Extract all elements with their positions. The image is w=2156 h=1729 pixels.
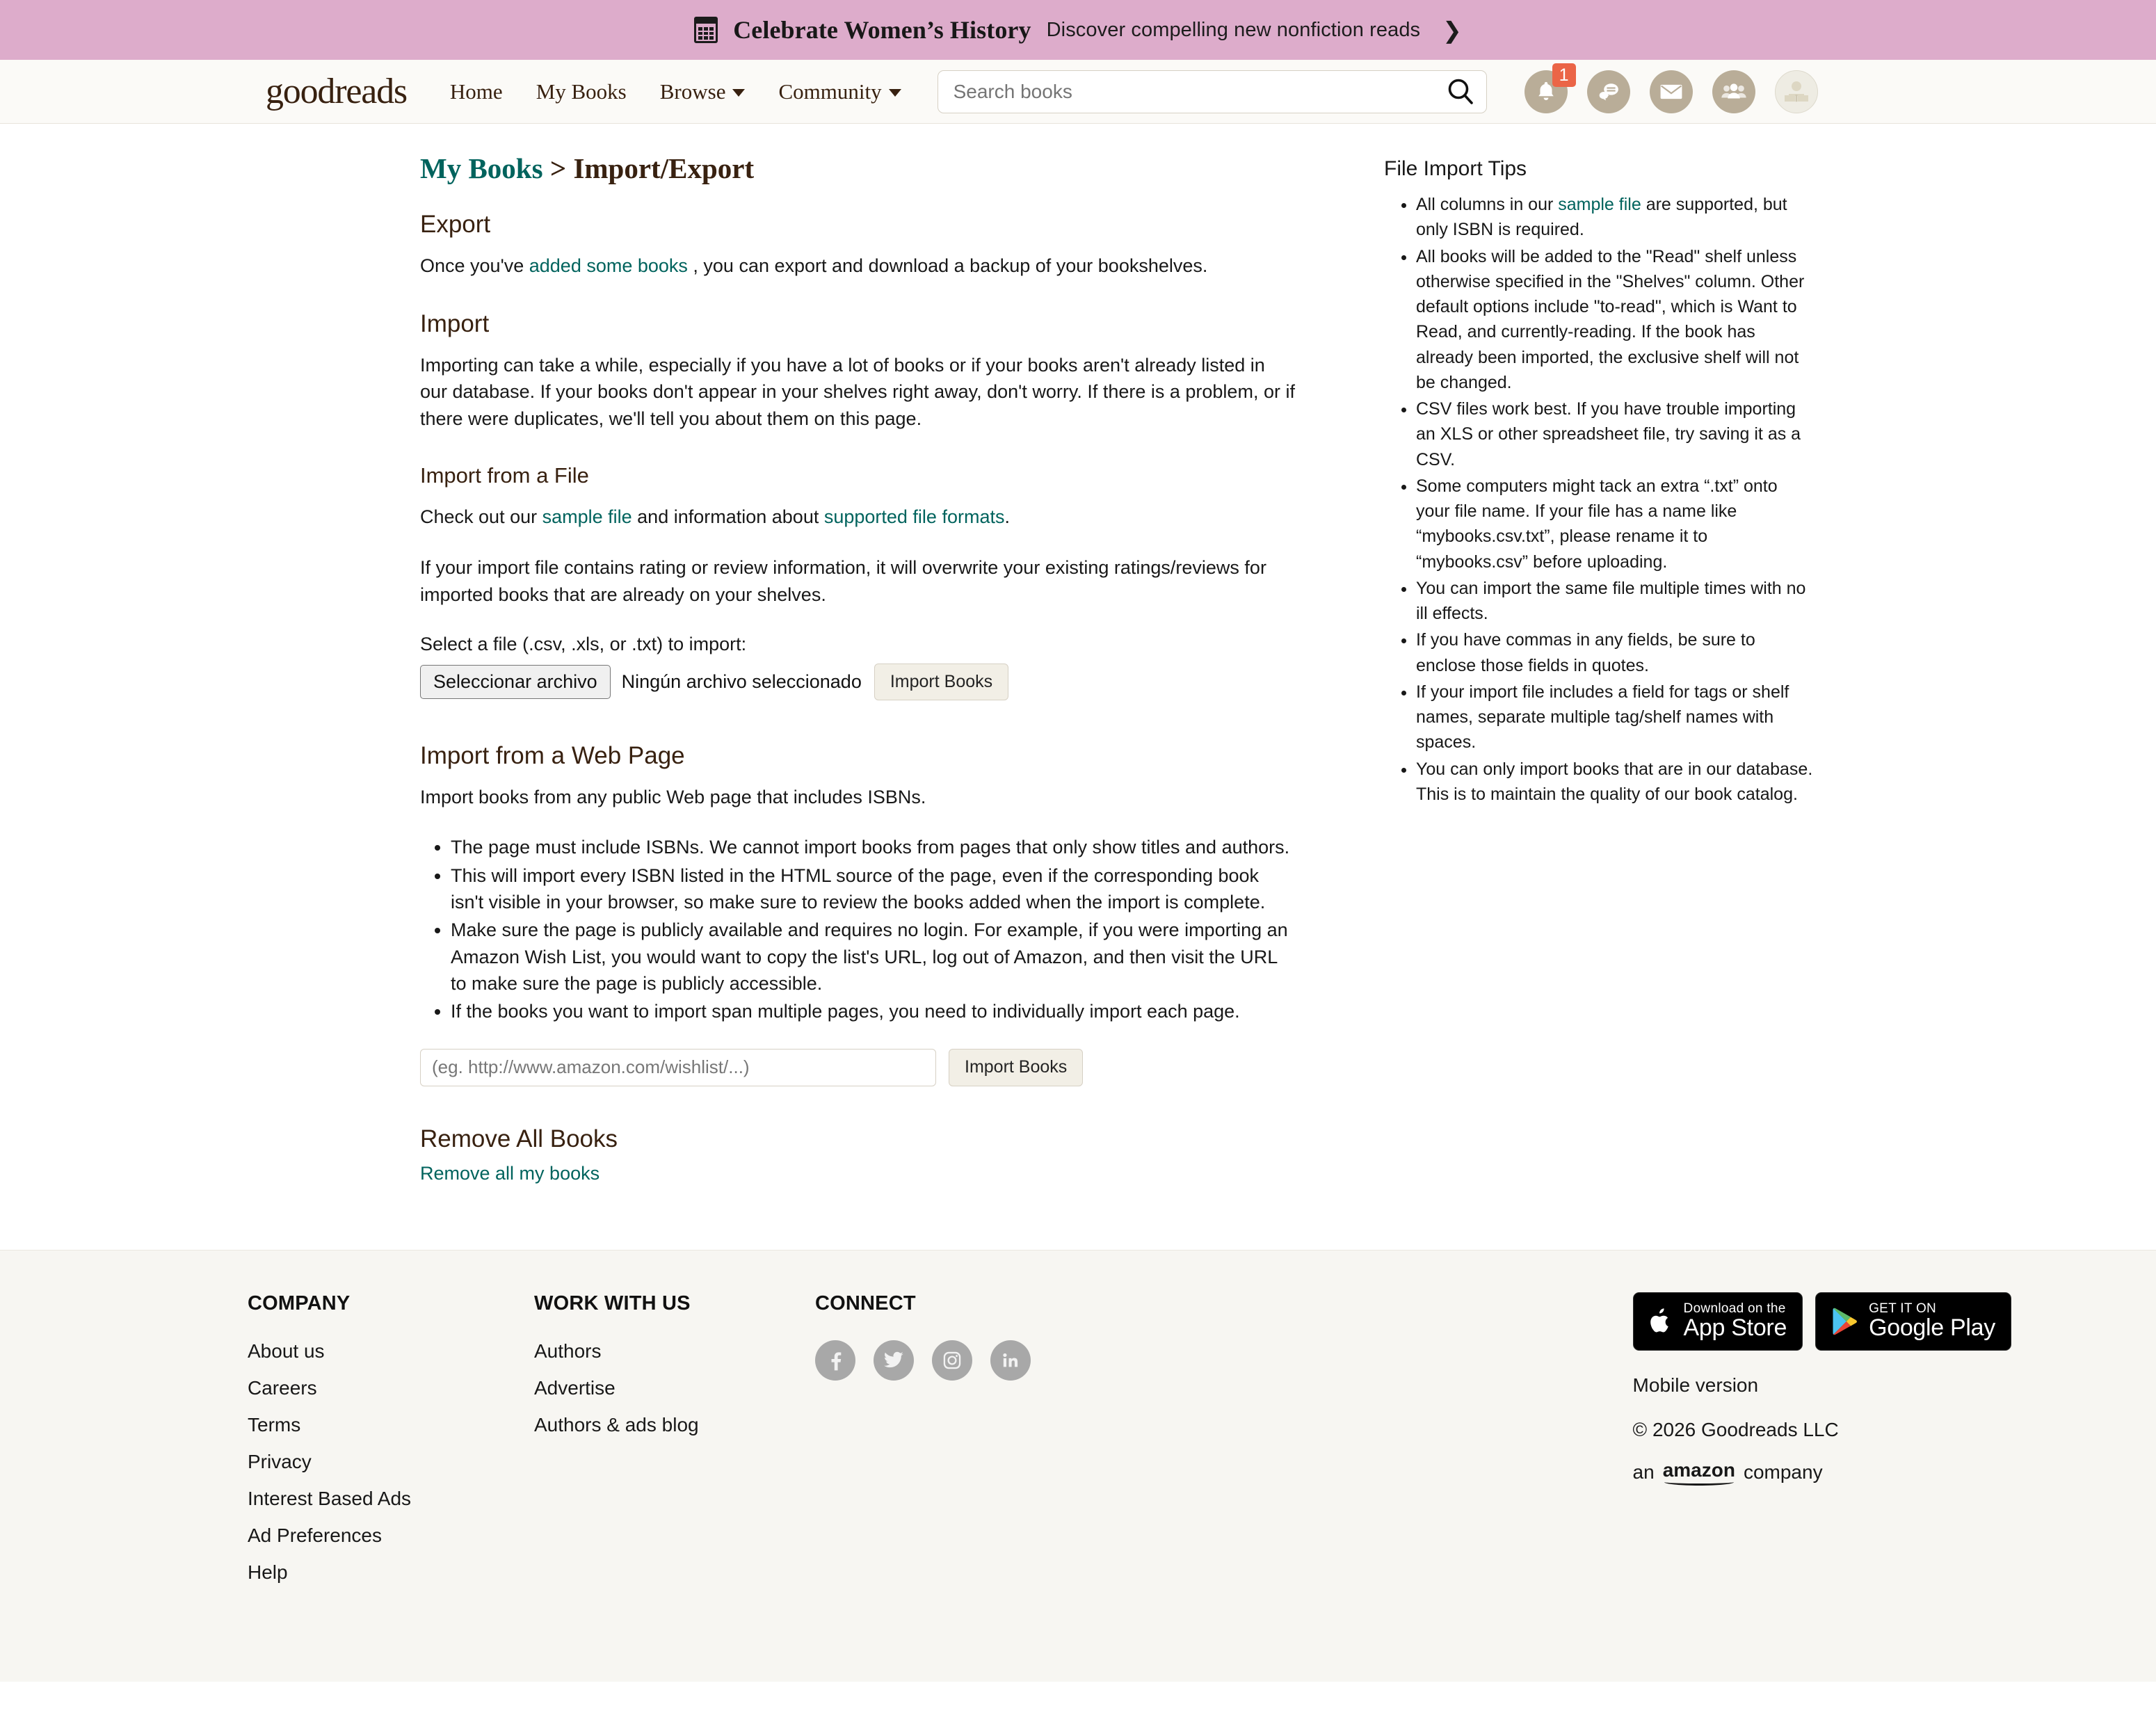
calendar-icon bbox=[694, 17, 718, 43]
footer-link-interest-based-ads[interactable]: Interest Based Ads bbox=[248, 1487, 412, 1509]
file-import-tips-sidebar bbox=[1384, 152, 1815, 808]
search-button[interactable] bbox=[1445, 77, 1476, 107]
footer-company-column bbox=[248, 1292, 534, 1598]
facebook-icon[interactable] bbox=[815, 1340, 855, 1381]
copyright-text: © 2026 Goodreads LLC bbox=[1632, 1418, 1839, 1440]
footer-work-with-us-column bbox=[534, 1292, 815, 1451]
amazon-wordmark bbox=[1663, 1459, 1735, 1486]
chevron-right-icon[interactable]: ❯ bbox=[1442, 17, 1462, 43]
nav-label: My Books bbox=[536, 79, 627, 104]
footer-link-authors[interactable]: Authors bbox=[534, 1340, 602, 1362]
choose-file-button[interactable]: Seleccionar archivo bbox=[420, 665, 611, 699]
list-item: • Some computers might tack an extra “.txt” onto your file name. If your file has a name like “mybooks.csv.txt”, please rename it to “mybooks.csv” before uploading. bbox=[1416, 474, 1815, 574]
google-play-line1: GET IT ON bbox=[1869, 1301, 1937, 1316]
import-from-file-heading: Import from a File bbox=[420, 463, 589, 488]
amazon-smile-icon bbox=[1664, 1479, 1734, 1486]
amazon-word-text: amazon bbox=[1662, 1458, 1735, 1481]
list-item: • If your import file includes a field for tags or shelf names, separate multiple tag/shelf names with spaces. bbox=[1416, 679, 1815, 755]
list-item: • You can only import books that are in our database. This is to maintain the quality of our book catalog. bbox=[1416, 757, 1815, 807]
import-books-file-button[interactable]: Import Books bbox=[874, 664, 1008, 700]
breadcrumb-separator: > bbox=[549, 152, 567, 184]
notifications-icon[interactable] bbox=[1525, 65, 1569, 113]
footer-link-terms[interactable]: Terms bbox=[248, 1413, 301, 1436]
footer-right-column bbox=[1633, 1292, 2114, 1486]
remove-all-books-heading: Remove All Books bbox=[420, 1125, 618, 1152]
supported-file-formats-link[interactable]: supported file formats bbox=[823, 506, 1005, 528]
check-mid-text: and information about bbox=[631, 506, 824, 528]
list-item bbox=[1416, 192, 1815, 243]
check-before-text: Check out our bbox=[420, 506, 542, 528]
nav-label: Community bbox=[778, 79, 882, 104]
import-heading: Import bbox=[420, 309, 490, 337]
file-input-row bbox=[420, 664, 1296, 700]
page-body bbox=[0, 124, 2156, 1226]
footer-connect-title: CONNECT bbox=[815, 1292, 916, 1314]
mobile-version-link[interactable]: Mobile version bbox=[1632, 1374, 1759, 1396]
footer-link-advertise[interactable]: Advertise bbox=[534, 1376, 616, 1399]
chevron-down-icon bbox=[732, 89, 745, 97]
footer-work-title: WORK WITH US bbox=[534, 1292, 691, 1314]
promo-subtitle: Discover compelling new nonfiction reads bbox=[1046, 18, 1421, 41]
goodreads-logo[interactable]: goodreads bbox=[266, 71, 407, 111]
amazon-prefix: an bbox=[1632, 1461, 1655, 1483]
nav-label: Home bbox=[449, 79, 503, 104]
google-play-icon bbox=[1831, 1307, 1858, 1336]
linkedin-icon[interactable] bbox=[990, 1340, 1031, 1381]
tips-title: File Import Tips bbox=[1384, 157, 1527, 180]
list-item: • Make sure the page is publicly available and requires no login. For example, if you were importing an Amazon Wish List, you would want to copy the list's URL, log out of Amazon, and then visit the URL to make sure the page is publicly accessible. bbox=[451, 917, 1296, 997]
page-title: Import/Export bbox=[573, 152, 755, 184]
nav-item-home[interactable] bbox=[450, 79, 503, 104]
amazon-company-line bbox=[1633, 1459, 2011, 1486]
apple-icon bbox=[1649, 1307, 1673, 1336]
google-play-badge[interactable] bbox=[1815, 1292, 2011, 1351]
footer-link-ad-preferences[interactable]: Ad Preferences bbox=[248, 1524, 382, 1546]
twitter-icon[interactable] bbox=[874, 1340, 914, 1381]
list-item: • This will import every ISBN listed in the HTML source of the page, even if the corresponding book isn't visible in your browser, so make sure to review the books added when the import is complete. bbox=[451, 862, 1296, 916]
import-paragraph: Importing can take a while, especially if you have a lot of books or if your books aren't already listed in our database. If your books don't appear in your shelves right away, don't worry. If there is a problem, or if there were duplicates, we'll tell you about them on this page. bbox=[420, 354, 1295, 430]
header-icons bbox=[1525, 65, 1818, 113]
app-store-line1: Download on the bbox=[1683, 1301, 1786, 1316]
amazon-suffix: company bbox=[1743, 1461, 1823, 1483]
sample-file-link[interactable]: sample file bbox=[542, 506, 632, 528]
search-input[interactable] bbox=[938, 70, 1487, 113]
main-navigation bbox=[450, 79, 901, 104]
import-books-url-button[interactable]: Import Books bbox=[949, 1049, 1083, 1086]
friends-icon[interactable] bbox=[1712, 70, 1755, 113]
tips-list bbox=[1384, 192, 1815, 807]
chevron-down-icon bbox=[889, 89, 901, 97]
nav-label: Browse bbox=[659, 79, 726, 104]
site-header bbox=[0, 60, 2156, 124]
nav-item-community[interactable] bbox=[778, 79, 901, 104]
breadcrumb bbox=[420, 152, 1296, 186]
remove-all-my-books-link[interactable]: Remove all my books bbox=[420, 1162, 600, 1184]
mail-icon[interactable] bbox=[1650, 70, 1693, 113]
profile-avatar[interactable] bbox=[1775, 70, 1818, 113]
main-column bbox=[420, 152, 1324, 1184]
sample-file-description bbox=[420, 504, 1296, 531]
tip-text-before: All columns in our bbox=[1416, 195, 1559, 214]
footer-link-about-us[interactable]: About us bbox=[248, 1340, 325, 1362]
added-some-books-link[interactable]: added some books bbox=[529, 255, 688, 276]
list-item: • If the books you want to import span multiple pages, you need to individually import each page. bbox=[451, 998, 1296, 1024]
site-footer bbox=[0, 1250, 2156, 1682]
nav-item-my-books[interactable] bbox=[536, 79, 627, 104]
comments-icon[interactable] bbox=[1587, 70, 1630, 113]
footer-company-title: COMPANY bbox=[248, 1292, 351, 1314]
list-item: • All books will be added to the "Read" shelf unless otherwise specified in the "Shelves" column. Other default options include "to-read", which is Want to Read, and currently-reading. If the book has already been imported, the exclusive shelf will not be changed. bbox=[1416, 244, 1815, 396]
search-container bbox=[938, 70, 1487, 113]
notification-badge: 1 bbox=[1552, 63, 1576, 87]
footer-link-authors-ads-blog[interactable]: Authors & ads blog bbox=[534, 1413, 699, 1436]
app-store-badges bbox=[1633, 1292, 2011, 1351]
google-play-line2: Google Play bbox=[1869, 1314, 1995, 1341]
social-links bbox=[815, 1340, 1469, 1381]
footer-link-help[interactable]: Help bbox=[248, 1561, 288, 1583]
footer-connect-column bbox=[815, 1292, 1469, 1381]
promo-banner[interactable] bbox=[0, 0, 2156, 60]
select-file-label: Select a file (.csv, .xls, or .txt) to import: bbox=[420, 633, 747, 654]
export-heading: Export bbox=[420, 211, 491, 239]
web-import-intro: Import books from any public Web page that includes ISBNs. bbox=[420, 786, 926, 807]
nav-item-browse[interactable] bbox=[660, 79, 746, 104]
footer-link-privacy[interactable]: Privacy bbox=[248, 1450, 312, 1472]
list-item: • You can import the same file multiple times with no ill effects. bbox=[1416, 576, 1815, 627]
url-import-row bbox=[420, 1049, 1296, 1086]
list-item: • CSV files work best. If you have trouble importing an XLS or other spreadsheet file, try saving it as a CSV. bbox=[1416, 396, 1815, 472]
instagram-icon[interactable] bbox=[932, 1340, 972, 1381]
no-file-selected-text: Ningún archivo seleccionado bbox=[621, 670, 862, 692]
import-from-web-heading: Import from a Web Page bbox=[420, 741, 685, 769]
url-input[interactable] bbox=[420, 1049, 936, 1086]
app-store-badge[interactable] bbox=[1633, 1292, 1803, 1351]
footer-link-careers[interactable]: Careers bbox=[248, 1376, 317, 1399]
tips-sample-file-link[interactable]: sample file bbox=[1558, 195, 1641, 214]
search-icon bbox=[1445, 77, 1476, 107]
export-text-after: , you can export and download a backup of your bookshelves. bbox=[687, 255, 1208, 276]
list-item: • The page must include ISBNs. We cannot import books from pages that only show titles and authors. bbox=[451, 834, 1296, 860]
overwrite-note: If your import file contains rating or review information, it will overwrite your existing ratings/reviews for imported books that are already on your shelves. bbox=[420, 557, 1266, 605]
check-after-text: . bbox=[1004, 506, 1010, 528]
promo-title: Celebrate Women’s History bbox=[733, 16, 1031, 44]
export-text-before: Once you've bbox=[420, 255, 529, 276]
app-store-line2: App Store bbox=[1683, 1314, 1787, 1341]
export-description bbox=[420, 252, 1296, 280]
tip-text-after: are supported, but only ISBN is required. bbox=[1416, 195, 1787, 240]
list-item: • If you have commas in any fields, be sure to enclose those fields in quotes. bbox=[1416, 627, 1815, 678]
web-import-bullets bbox=[420, 834, 1296, 1024]
breadcrumb-my-books[interactable]: My Books bbox=[420, 152, 543, 184]
